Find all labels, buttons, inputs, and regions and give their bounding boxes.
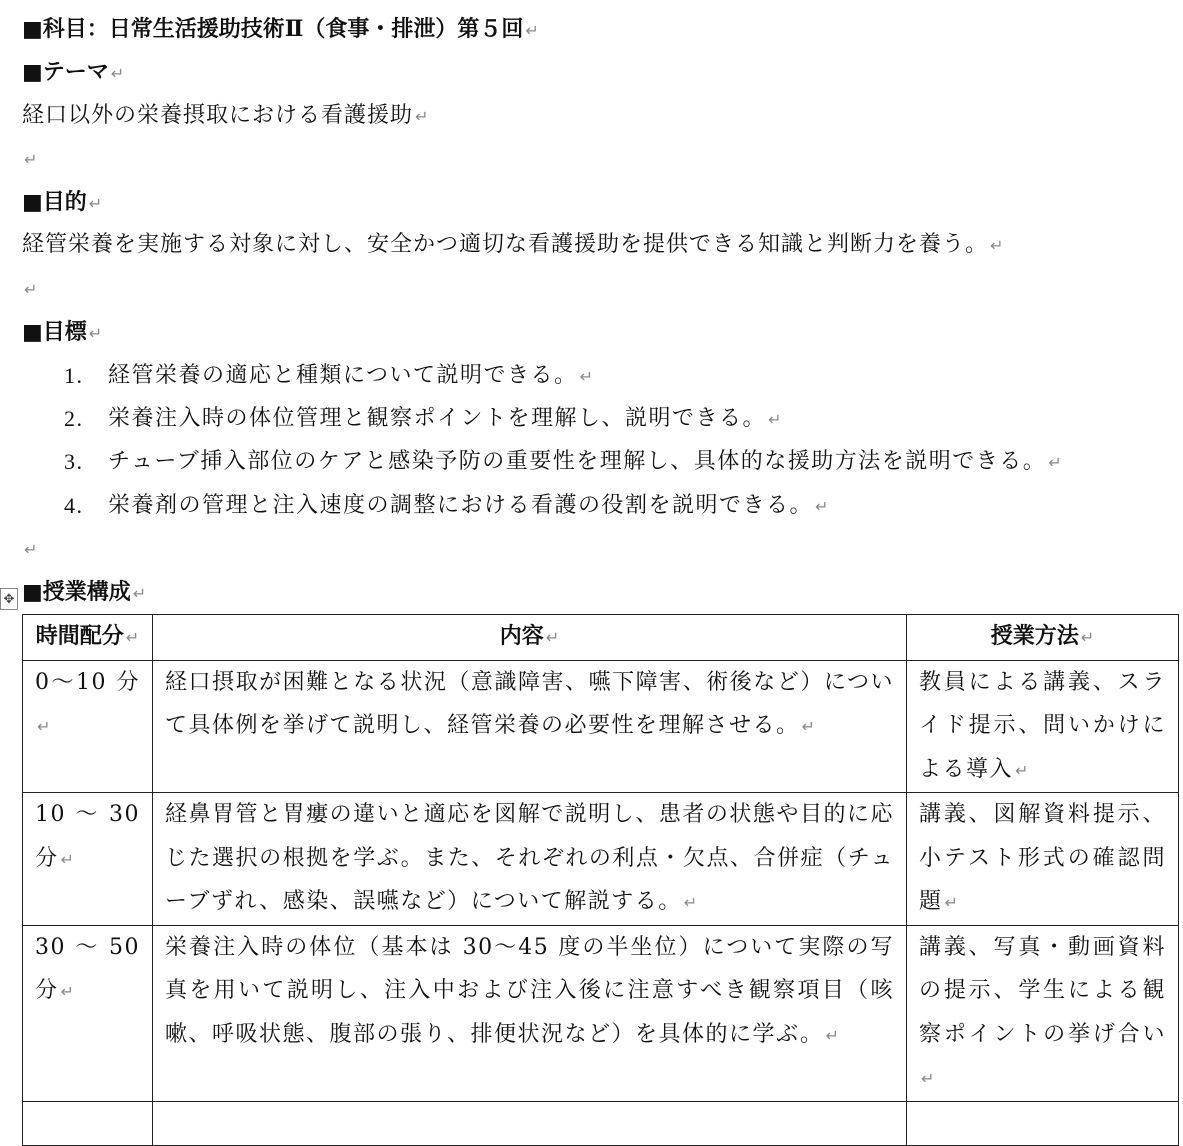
lesson-structure-table bbox=[22, 614, 1179, 1146]
paragraph-mark-icon: ↵ bbox=[683, 893, 698, 912]
paragraph-mark-icon: ↵ bbox=[110, 64, 125, 83]
paragraph-mark-icon: ↵ bbox=[1015, 760, 1029, 780]
paragraph-mark-icon: ↵ bbox=[525, 21, 539, 40]
cell-time: 30 〜 50 分 ↵ bbox=[23, 925, 153, 1101]
theme-heading bbox=[22, 57, 124, 89]
paragraph-mark-icon: ↵ bbox=[545, 628, 560, 647]
theme-text bbox=[22, 101, 428, 132]
table-row bbox=[23, 660, 1179, 793]
table-header-row bbox=[23, 615, 1179, 661]
paragraph-mark-icon: ↵ bbox=[24, 280, 38, 299]
paragraph-mark-icon: ↵ bbox=[60, 982, 74, 1001]
cell-content bbox=[153, 1101, 907, 1146]
paragraph-mark-icon: ↵ bbox=[415, 107, 429, 126]
cell-method: 講義、図解資料提示、小テスト形式の確認問題 ↵ bbox=[907, 793, 1179, 926]
paragraph-mark-icon: ↵ bbox=[921, 1069, 935, 1088]
list-item-number: 3. bbox=[64, 449, 84, 474]
cell-content: 栄養注入時の体位（基本は 30〜45 度の半坐位）について実際の写真を用いて説明し、注入中および注入後に注意すべき観察項目（咳嗽、呼吸状態、腹部の張り、排便状況など）を具体的に学ぶ。 ↵ bbox=[153, 925, 907, 1101]
paragraph-mark-icon: ↵ bbox=[24, 150, 38, 169]
paragraph-mark-icon: ↵ bbox=[125, 628, 140, 647]
table-row bbox=[23, 925, 1179, 1101]
list-item-text: チューブ挿入部位のケアと感染予防の重要性を理解し、具体的な援助方法を説明できる。 bbox=[108, 449, 1047, 474]
paragraph-mark-icon: ↵ bbox=[88, 324, 103, 343]
paragraph-mark-icon: ↵ bbox=[801, 717, 815, 736]
paragraph-mark-icon: ↵ bbox=[1080, 628, 1095, 647]
purpose-text bbox=[22, 230, 1003, 261]
paragraph-mark-icon: ↵ bbox=[825, 1025, 839, 1045]
cell-method bbox=[907, 1101, 1179, 1146]
column-header-content: 内容 ↵ bbox=[153, 615, 907, 661]
list-item-text: 栄養注入時の体位管理と観察ポイントを理解し、説明できる。 bbox=[108, 406, 767, 431]
list-item-text: 栄養剤の管理と注入速度の調整における看護の役割を説明できる。 bbox=[108, 493, 814, 518]
cell-time: 10 〜 30 分 ↵ bbox=[23, 793, 153, 926]
paragraph-mark-icon: ↵ bbox=[990, 236, 1004, 255]
cell-method: 講義、写真・動画資料の提示、学生による観察ポイントの挙げ合い↵ bbox=[907, 925, 1179, 1101]
table-row bbox=[23, 1101, 1179, 1146]
paragraph-mark-icon: ↵ bbox=[24, 540, 38, 559]
cell-time bbox=[23, 1101, 153, 1146]
goals-heading bbox=[22, 317, 102, 349]
cell-content: 経鼻胃管と胃瘻の違いと適応を図解で説明し、患者の状態や目的に応じた選択の根拠を学ぶ。また、それぞれの利点・欠点、合併症（チューブずれ、感染、誤嚥など）について解説する。 ↵ bbox=[153, 793, 907, 926]
empty-paragraph bbox=[22, 534, 37, 565]
purpose-heading bbox=[22, 187, 102, 219]
list-item-number: 4. bbox=[64, 493, 84, 518]
paragraph-mark-icon: ↵ bbox=[37, 717, 51, 736]
empty-paragraph bbox=[22, 144, 37, 175]
paragraph-mark-icon: ↵ bbox=[579, 367, 593, 386]
move-handle-icon[interactable]: ✥ bbox=[0, 588, 18, 610]
structure-heading bbox=[22, 577, 146, 609]
column-header-time: 時間配分 ↵ bbox=[23, 615, 153, 661]
cell-time: 0〜10 分↵ bbox=[23, 660, 153, 793]
goals-heading-text: ■目標 bbox=[22, 319, 87, 345]
column-header-method: 授業方法 ↵ bbox=[907, 615, 1179, 661]
purpose-heading-text: ■目的 bbox=[22, 189, 87, 215]
list-item-number: 1. bbox=[64, 363, 84, 388]
paragraph-mark-icon: ↵ bbox=[88, 194, 103, 213]
paragraph-mark-icon: ↵ bbox=[132, 584, 147, 603]
list-item-text: 経管栄養の適応と種類について説明できる。 bbox=[108, 363, 578, 388]
cell-content: 経口摂取が困難となる状況（意識障害、嚥下障害、術後など）について具体例を挙げて説明し、経管栄養の必要性を理解させる。 ↵ bbox=[153, 660, 907, 793]
subject-heading bbox=[22, 14, 539, 46]
cell-method: 教員による講義、スライド提示、問いかけによる導入 ↵ bbox=[907, 660, 1179, 793]
list-item-number: 2. bbox=[64, 406, 84, 431]
theme-heading-text: ■テーマ bbox=[22, 59, 109, 85]
paragraph-mark-icon: ↵ bbox=[768, 410, 782, 429]
empty-paragraph bbox=[22, 274, 37, 305]
purpose-body: 経管栄養を実施する対象に対し、安全かつ適切な看護援助を提供できる知識と判断力を養う。 bbox=[22, 232, 989, 257]
paragraph-mark-icon: ↵ bbox=[1048, 453, 1062, 472]
paragraph-mark-icon: ↵ bbox=[815, 497, 829, 516]
paragraph-mark-icon: ↵ bbox=[944, 893, 958, 912]
theme-body: 経口以外の栄養摂取における看護援助 bbox=[22, 103, 414, 128]
structure-heading-text: ■授業構成 bbox=[22, 579, 131, 605]
table-row bbox=[23, 793, 1179, 926]
subject-heading-text: ■科目：日常生活援助技術Ⅱ（食事・排泄）第５回 bbox=[22, 16, 524, 42]
paragraph-mark-icon: ↵ bbox=[60, 849, 74, 869]
